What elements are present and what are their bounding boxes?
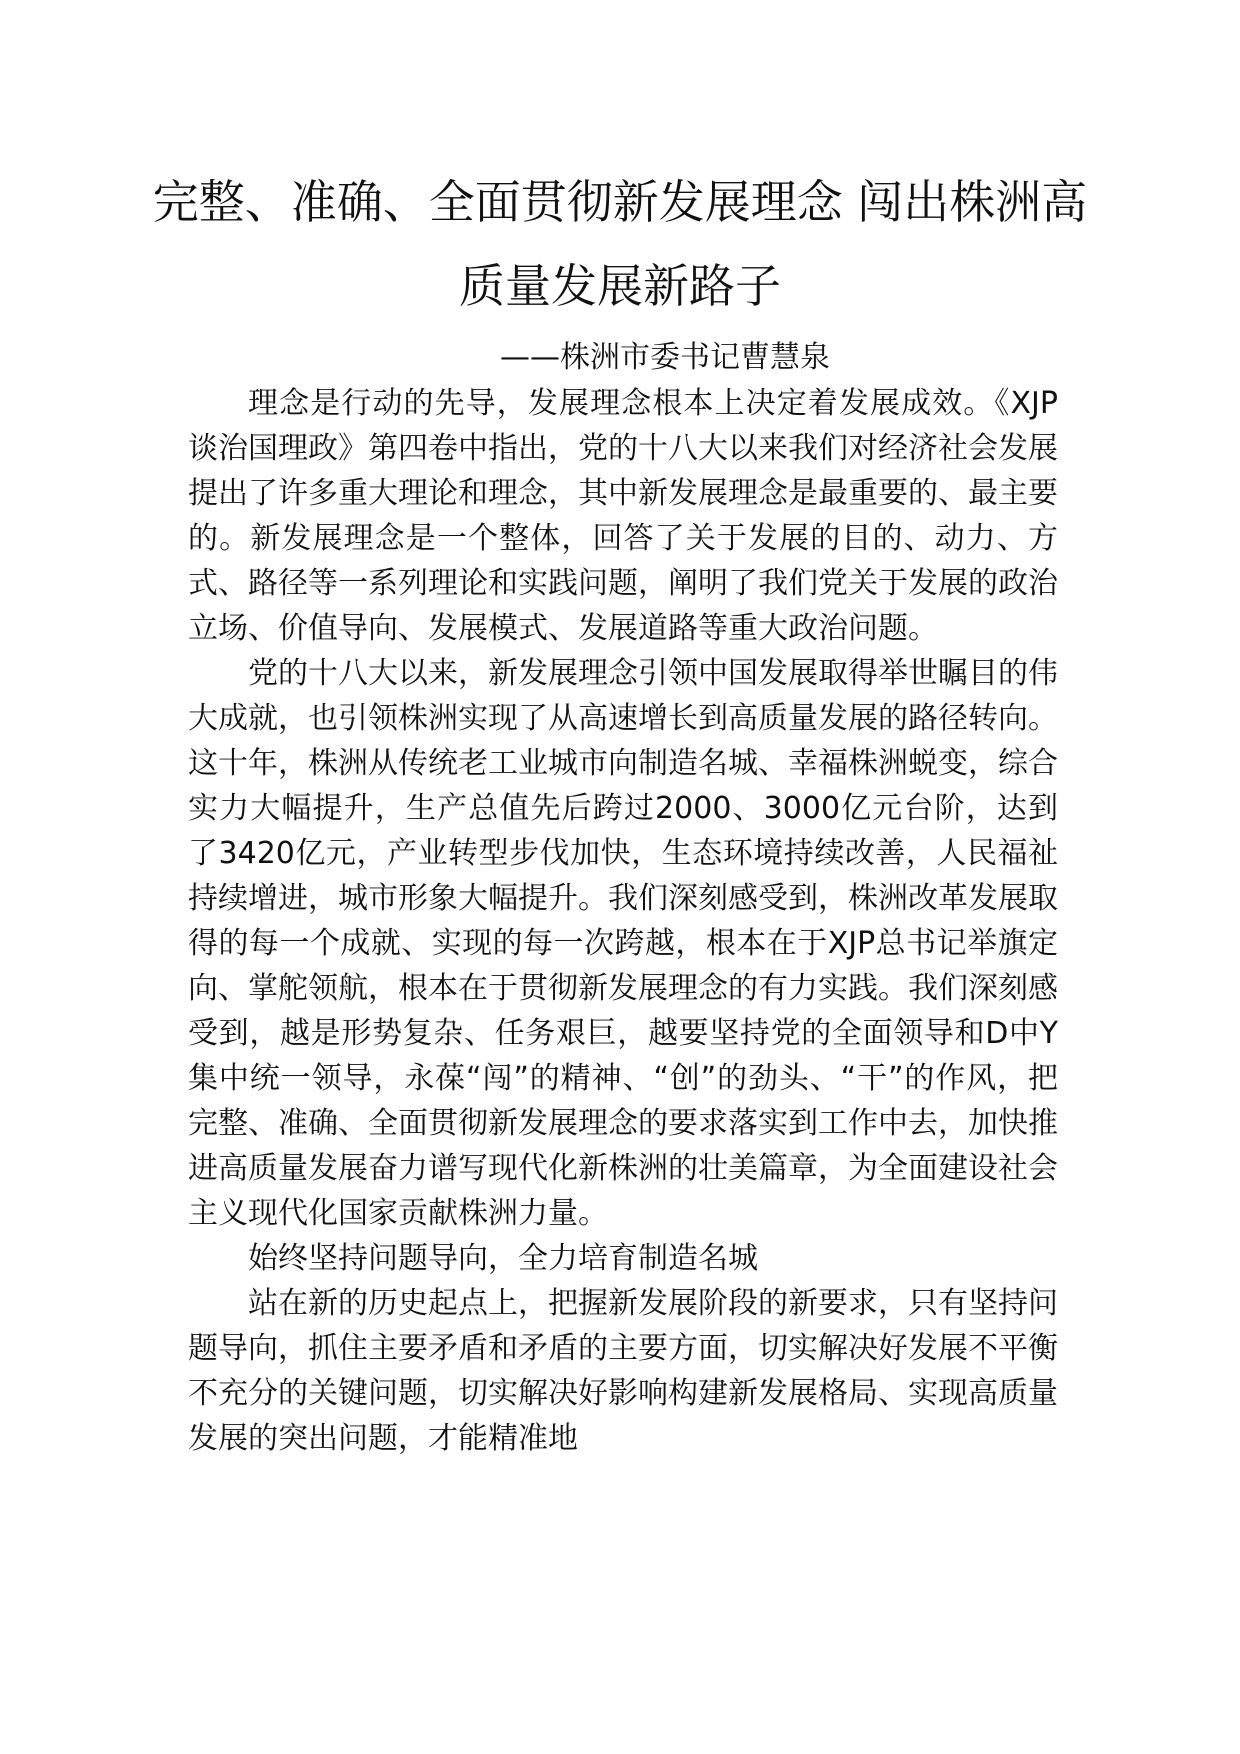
body-paragraph: 理念是行动的先导，发展理念根本上决定着发展成效。《XJP谈治国理政》第四卷中指出，党的十八大以来我们对经济社会发展提出了许多重大理论和理念，其中新发展理念是最重要的、最主要的。新发展理念是一个整体，回答了关于发展的目的、动力、方式、路径等一系列理论和实践问题，阐明了我们党关于发展的政治立场、价值导向、发展模式、发展道路等重大政治问题。	[188, 386, 1058, 646]
document-title: 完整、准确、全面贯彻新发展理念 闯出株洲高质量发展新路子	[152, 175, 1088, 313]
section-heading: 始终坚持问题导向，全力培育制造名城	[248, 1241, 758, 1276]
author-byline: ——株洲市委书记曹慧泉	[500, 340, 830, 375]
body-paragraph: 党的十八大以来，新发展理念引领中国发展取得举世瞩目的伟大成就，也引领株洲实现了从高速增长到高质量发展的路径转向。这十年，株洲从传统老工业城市向制造名城、幸福株洲蜕变，综合实力大幅提升，生产总值先后跨过2000、3000亿元台阶，达到了3420亿元，产业转型步伐加快，生态环境持续改善，人民福祉持续增进，城市形象大幅提升。我们深刻感受到，株洲改革发展取得的每一个成就、实现的每一次跨越，根本在于XJP总书记举旗定向、掌舵领航，根本在于贯彻新发展理念的有力实践。我们深刻感受到，越是形势复杂、任务艰巨，越要坚持党的全面领导和D中Y集中统一领导，永葆“闯”的精神、“创”的劲头、“干”的作风，把完整、准确、全面贯彻新发展理念的要求落实到工作中去，加快推进高质量发展奋力谱写现代化新株洲的壮美篇章，为全面建设社会主义现代化国家贡献株洲力量。	[188, 656, 1058, 1231]
body-paragraph: 站在新的历史起点上，把握新发展阶段的新要求，只有坚持问题导向，抓住主要矛盾和矛盾的主要方面，切实解决好发展不平衡不充分的关键问题，切实解决好影响构建新发展格局、实现高质量发展的突出问题，才能精准地	[188, 1286, 1058, 1456]
document-body	[188, 381, 1058, 1461]
